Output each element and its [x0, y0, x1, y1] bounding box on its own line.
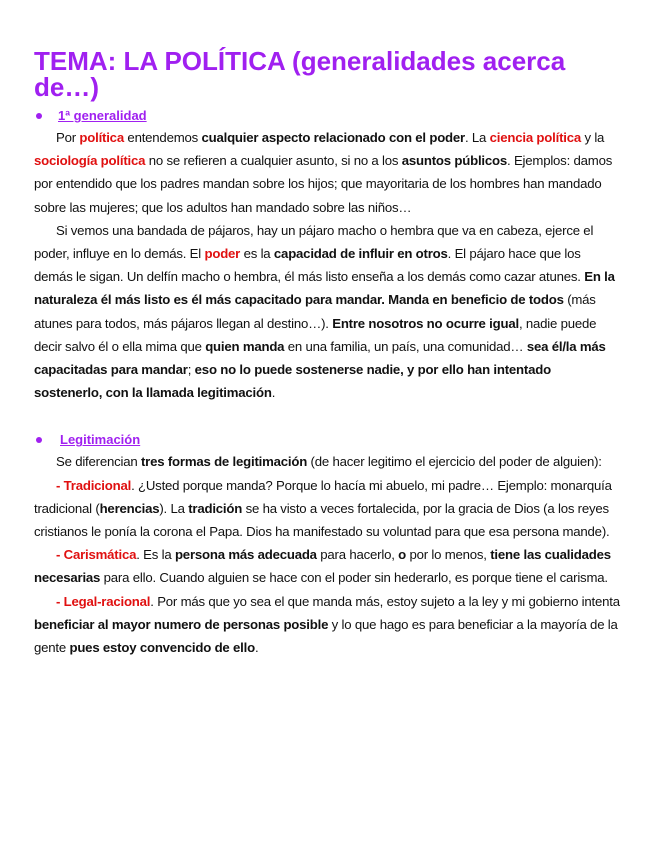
paragraph-intro	[34, 450, 622, 473]
text-run: asuntos públicos	[401, 153, 508, 169]
text-run: , nadie puede decir salvo él o ella mima que	[34, 315, 597, 354]
text-run: tiene las cualidades necesarias	[34, 547, 611, 586]
text-run: tres formas de legitimación	[140, 454, 308, 470]
text-run: política	[79, 130, 124, 145]
section-label: 1ª generalidad	[58, 108, 147, 123]
text-run: . El pájaro hace que los demás le sigan. Un delfín macho o hembra, él más listo enseña a los demás como cazar atunes.	[34, 246, 585, 285]
section-heading-2	[34, 430, 622, 450]
bullet-icon	[36, 437, 42, 443]
text-run: quien manda	[205, 338, 285, 354]
text-run: capacidad de influir en otros	[273, 246, 448, 262]
text-run: . ¿Usted porque manda? Porque lo hacía mi abuelo, mi padre… Ejemplo: monarquía tradicional (	[34, 477, 612, 516]
text-run: tradición	[188, 500, 243, 516]
text-run: ciencia política	[489, 130, 581, 145]
paragraph-politica	[34, 126, 622, 219]
paragraph-poder	[34, 219, 622, 405]
text-run: . Ejemplos: damos por entendido que los padres mandan sobre los hijos; que mayoritaria de los hombres han mandado sobre las mujeres; que los adultos han mandado sobre las niños…	[34, 153, 613, 215]
text-run: . Es la	[136, 547, 175, 563]
spacer	[34, 404, 622, 426]
text-run: pues estoy convencido de ello	[69, 640, 255, 656]
text-run: y lo que hago es para beneficiar a la mayoría de la gente	[34, 616, 618, 656]
text-run: . La	[464, 130, 490, 145]
text-run: beneficiar al mayor numero de personas posible	[34, 616, 329, 632]
text-run: persona más adecuada	[174, 547, 317, 563]
text-run: cualquier aspecto relacionado con el poder	[201, 130, 465, 145]
text-run: (de hacer legitimo el ejercicio del poder de alguien):	[307, 454, 602, 470]
section-heading-1	[34, 106, 622, 126]
text-run: en una familia, un país, una comunidad…	[284, 338, 527, 354]
paragraph-carismatica	[34, 543, 622, 589]
text-run: . Por más que yo sea el que manda más, estoy sujeto a la ley y mi gobierno intenta	[150, 593, 620, 609]
text-run: y la	[581, 130, 605, 145]
text-run: no se refieren a cualquier asunto, si no a los	[145, 153, 402, 169]
text-run: Se diferencian	[56, 454, 141, 470]
bullet-icon	[36, 113, 42, 119]
text-run: .	[254, 640, 259, 656]
text-run: o	[398, 547, 406, 563]
text-run: entendemos	[123, 130, 202, 145]
document-page	[34, 48, 622, 659]
text-run: - Tradicional	[56, 477, 132, 493]
text-run: por lo menos,	[406, 547, 491, 563]
text-run: se ha visto a veces fortalecida, por la gracia de Dios (a los reyes cristianos le ponía la corona el Papa. Dios ha manifestado su voluntad para que esa persona mande).	[34, 500, 610, 540]
text-run: - Legal-racional	[56, 593, 151, 609]
text-run: poder	[204, 246, 241, 262]
text-run: sea él/la más capacitadas para mandar	[34, 338, 606, 378]
text-run: ). La	[159, 500, 189, 516]
text-run: eso no lo puede sostenerse nadie, y por ello han intentado sostenerlo, con la llamada legitimación	[34, 362, 551, 401]
text-run: ;	[187, 362, 195, 378]
text-run: Entre nosotros no ocurre igual	[332, 315, 519, 331]
text-run: para hacerlo,	[316, 547, 399, 563]
text-run: Si vemos una bandada de pájaros, hay un pájaro macho o hembra que va en cabeza, ejerce el poder, influye en lo demás. El	[34, 222, 594, 262]
text-run: Por	[56, 130, 80, 145]
text-run: es la	[240, 246, 274, 262]
text-run: para ello. Cuando alguien se hace con el poder sin hederarlo, es porque tiene el carisma.	[100, 570, 608, 586]
paragraph-legal-racional	[34, 590, 622, 660]
page-title: TEMA: LA POLÍTICA (generalidades acerca de…)	[34, 46, 566, 102]
text-run: herencias	[99, 500, 160, 516]
paragraph-tradicional	[34, 474, 622, 544]
text-run: (más atunes para todos, más pájaros llegan al destino…).	[34, 292, 596, 331]
text-run: .	[271, 385, 276, 401]
text-run: - Carismática	[56, 547, 137, 563]
text-run: sociología política	[34, 153, 146, 169]
section-label: Legitimación	[60, 432, 141, 448]
text-run: En la naturaleza él más listo es él más capacitado para mandar. Manda en beneficio de todos	[34, 269, 615, 308]
